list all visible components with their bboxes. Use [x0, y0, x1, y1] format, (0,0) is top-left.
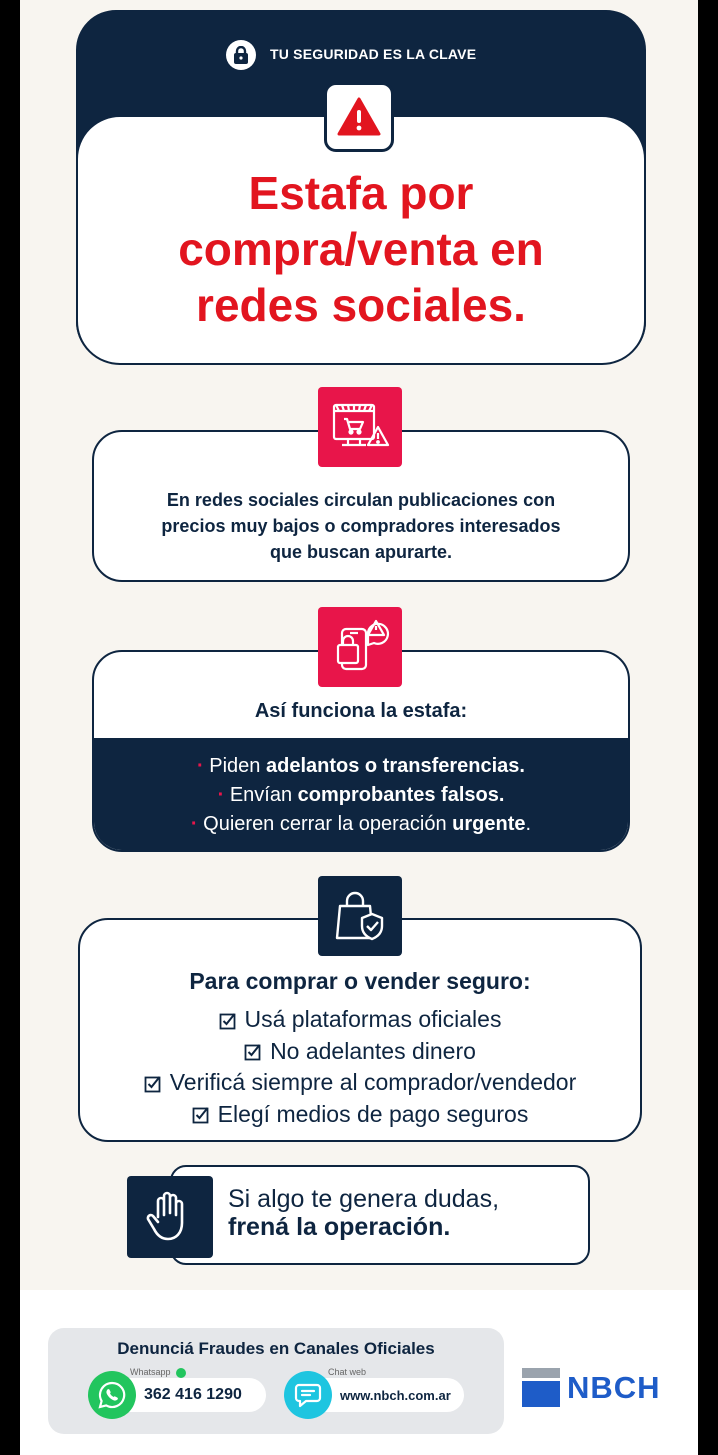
warning-icon	[324, 82, 394, 152]
page-title: Estafa por compra/venta en redes sociales.	[178, 167, 544, 331]
list-item: · Piden adelantos o transferencias.	[197, 755, 525, 777]
stop-hand-icon	[127, 1176, 213, 1258]
shield-bag-icon	[318, 876, 402, 956]
whatsapp-icon[interactable]	[88, 1371, 136, 1419]
checkbox-icon	[244, 1043, 262, 1061]
list-item: Usá plataformas oficiales	[80, 1004, 640, 1036]
lock-icon	[226, 40, 256, 70]
list-item: Elegí medios de pago seguros	[80, 1099, 640, 1131]
chat-url[interactable]: www.nbch.com.ar	[340, 1388, 451, 1403]
verified-icon	[176, 1368, 186, 1378]
list-item: No adelantes dinero	[80, 1036, 640, 1068]
tips-list	[80, 1004, 640, 1130]
phone-bag-alert-icon	[318, 607, 402, 687]
list-item: · Quieren cerrar la operación urgente.	[190, 813, 532, 835]
scam-list	[112, 752, 610, 839]
tips-title: Para comprar o vender seguro:	[189, 968, 531, 994]
list-item: Verificá siempre al comprador/vendedor	[80, 1067, 640, 1099]
list-item: · Envían comprobantes falsos.	[217, 784, 505, 806]
stop-text: Si algo te genera dudas, frená la operación.	[228, 1185, 500, 1241]
checkbox-icon	[144, 1075, 162, 1093]
footer	[20, 1290, 698, 1455]
scam-title: Así funciona la estafa:	[254, 700, 468, 722]
checkbox-icon	[219, 1012, 237, 1030]
kicker-text: TU SEGURIDAD ES LA CLAVE	[270, 46, 477, 62]
whatsapp-label: Whatsapp	[130, 1367, 171, 1377]
report-title: Denunciá Fraudes en Canales Oficiales	[117, 1339, 435, 1358]
shop-warning-icon	[318, 387, 402, 467]
brand-name: NBCH	[567, 1370, 661, 1405]
info-text: En redes sociales circulan publicaciones con precios muy bajos o compradores interesados que buscan apurarte.	[161, 490, 561, 562]
chat-label: Chat web	[328, 1367, 367, 1377]
whatsapp-number[interactable]: 362 416 1290	[144, 1386, 242, 1403]
checkbox-icon	[192, 1106, 210, 1124]
chat-icon[interactable]	[284, 1371, 332, 1419]
poster	[20, 0, 698, 1290]
